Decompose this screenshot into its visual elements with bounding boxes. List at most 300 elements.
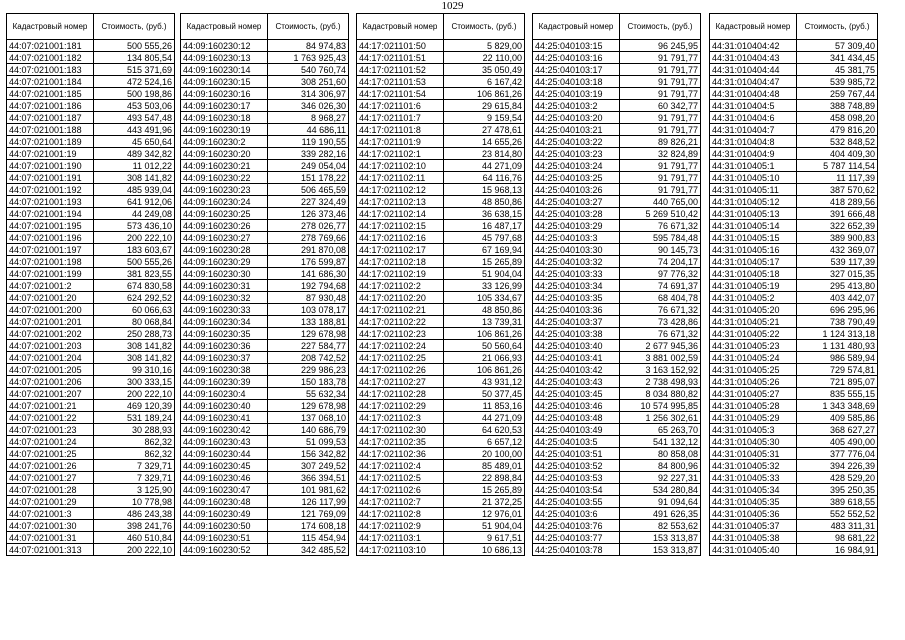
cost-cell: 92 227,31 <box>620 472 701 484</box>
cadastral-number-cell: 44:17:021102:22 <box>357 316 444 328</box>
cadastral-number-cell: 44:07:021001:203 <box>7 340 94 352</box>
cadastral-number-cell: 44:17:021101:9 <box>357 136 444 148</box>
cadastral-number-cell: 44:09:160230:50 <box>181 520 268 532</box>
table-row <box>533 160 701 172</box>
cadastral-number-cell: 44:09:160230:13 <box>181 52 268 64</box>
table-row <box>533 220 701 232</box>
cadastral-number-cell: 44:17:021102:35 <box>357 436 444 448</box>
cost-cell: 64 116,76 <box>444 172 525 184</box>
table-row <box>357 172 525 184</box>
cost-cell: 3 125,90 <box>94 484 175 496</box>
cost-cell: 133 188,81 <box>268 316 349 328</box>
table-row <box>710 448 878 460</box>
cadastral-number-cell: 44:07:021001:190 <box>7 160 94 172</box>
cost-cell: 60 066,63 <box>94 304 175 316</box>
cost-cell: 156 342,82 <box>268 448 349 460</box>
cadastral-number-cell: 44:09:160230:2 <box>181 136 268 148</box>
cadastral-number-cell: 44:25:040103:26 <box>533 184 620 196</box>
cadastral-number-cell: 44:07:021001:200 <box>7 304 94 316</box>
cadastral-number-cell: 44:25:040103:78 <box>533 544 620 556</box>
cadastral-number-cell: 44:31:010404:47 <box>710 76 797 88</box>
cost-cell: 308 141,82 <box>94 340 175 352</box>
cadastral-number-cell: 44:25:040103:22 <box>533 136 620 148</box>
cadastral-number-cell: 44:09:160230:21 <box>181 160 268 172</box>
cost-cell: 74 691,37 <box>620 280 701 292</box>
table-row <box>533 484 701 496</box>
cadastral-number-cell: 44:09:160230:46 <box>181 472 268 484</box>
cost-cell: 11 853,16 <box>444 400 525 412</box>
cadastral-number-cell: 44:17:021101:51 <box>357 52 444 64</box>
cadastral-number-cell: 44:25:040103:20 <box>533 112 620 124</box>
table-row <box>7 436 175 448</box>
table-row <box>181 136 349 148</box>
table-row <box>7 184 175 196</box>
cost-cell: 27 478,61 <box>444 124 525 136</box>
table-row <box>710 352 878 364</box>
table-row <box>7 340 175 352</box>
cost-cell: 738 790,49 <box>797 316 878 328</box>
cadastral-table-3 <box>356 13 525 556</box>
cadastral-number-cell: 44:25:040103:18 <box>533 76 620 88</box>
cadastral-number-cell: 44:31:010405:1 <box>710 160 797 172</box>
cadastral-number-cell: 44:17:021102:17 <box>357 244 444 256</box>
table-row <box>181 484 349 496</box>
header-cadastral-number: Кадастровый номер <box>357 14 444 40</box>
table-row <box>533 88 701 100</box>
table-row <box>533 460 701 472</box>
cost-cell: 469 120,39 <box>94 400 175 412</box>
cost-cell: 105 334,67 <box>444 292 525 304</box>
table-row <box>357 280 525 292</box>
cadastral-number-cell: 44:07:021001:189 <box>7 136 94 148</box>
table-row <box>357 244 525 256</box>
cost-cell: 696 295,96 <box>797 304 878 316</box>
table-row <box>710 268 878 280</box>
table-row <box>7 364 175 376</box>
table-row <box>357 376 525 388</box>
cadastral-number-cell: 44:09:160230:20 <box>181 148 268 160</box>
cost-cell: 835 555,15 <box>797 388 878 400</box>
cost-cell: 15 968,13 <box>444 184 525 196</box>
cadastral-number-cell: 44:07:021001:2 <box>7 280 94 292</box>
table-row <box>181 544 349 556</box>
table-row <box>710 256 878 268</box>
table-row <box>533 544 701 556</box>
cost-cell: 479 816,20 <box>797 124 878 136</box>
cadastral-number-cell: 44:31:010405:25 <box>710 364 797 376</box>
table-row <box>710 124 878 136</box>
table-row <box>181 412 349 424</box>
cost-cell: 541 132,12 <box>620 436 701 448</box>
table-row <box>533 280 701 292</box>
table-row <box>181 268 349 280</box>
cadastral-number-cell: 44:07:021001:205 <box>7 364 94 376</box>
cadastral-number-cell: 44:17:021102:12 <box>357 184 444 196</box>
cadastral-number-cell: 44:07:021001:26 <box>7 460 94 472</box>
cost-cell: 394 226,39 <box>797 460 878 472</box>
cadastral-number-cell: 44:07:021001:313 <box>7 544 94 556</box>
cadastral-number-cell: 44:31:010405:22 <box>710 328 797 340</box>
cost-cell: 90 145,73 <box>620 244 701 256</box>
cadastral-number-cell: 44:07:021001:184 <box>7 76 94 88</box>
table-row <box>181 352 349 364</box>
table-row <box>357 148 525 160</box>
cadastral-number-cell: 44:17:021102:28 <box>357 388 444 400</box>
header-cost: Стоимость, (руб.) <box>620 14 701 40</box>
cadastral-number-cell: 44:25:040103:27 <box>533 196 620 208</box>
cost-cell: 174 608,18 <box>268 520 349 532</box>
cadastral-number-cell: 44:17:021102:19 <box>357 268 444 280</box>
table-row <box>181 448 349 460</box>
cadastral-number-cell: 44:17:021102:2 <box>357 280 444 292</box>
cadastral-number-cell: 44:17:021102:7 <box>357 496 444 508</box>
table-row <box>181 172 349 184</box>
cadastral-number-cell: 44:25:040103:15 <box>533 40 620 52</box>
cadastral-number-cell: 44:31:010405:28 <box>710 400 797 412</box>
cadastral-number-cell: 44:17:021102:9 <box>357 520 444 532</box>
cadastral-number-cell: 44:09:160230:47 <box>181 484 268 496</box>
cadastral-number-cell: 44:31:010405:16 <box>710 244 797 256</box>
table-row <box>7 388 175 400</box>
table-row <box>181 256 349 268</box>
table-row <box>533 172 701 184</box>
table-row <box>7 148 175 160</box>
table-row <box>710 220 878 232</box>
cost-cell: 84 974,83 <box>268 40 349 52</box>
cadastral-number-cell: 44:17:021102:25 <box>357 352 444 364</box>
table-row <box>357 196 525 208</box>
cadastral-number-cell: 44:07:021001:195 <box>7 220 94 232</box>
cadastral-number-cell: 44:31:010404:7 <box>710 124 797 136</box>
cost-cell: 192 794,68 <box>268 280 349 292</box>
cost-cell: 291 870,08 <box>268 244 349 256</box>
table-row <box>710 340 878 352</box>
cost-cell: 515 371,69 <box>94 64 175 76</box>
cadastral-number-cell: 44:09:160230:31 <box>181 280 268 292</box>
cadastral-number-cell: 44:31:010404:48 <box>710 88 797 100</box>
table-row <box>533 412 701 424</box>
table-row <box>181 100 349 112</box>
table-row <box>533 244 701 256</box>
cadastral-number-cell: 44:09:160230:35 <box>181 328 268 340</box>
cadastral-number-cell: 44:07:021001:23 <box>7 424 94 436</box>
cost-cell: 539 117,39 <box>797 256 878 268</box>
header-cadastral-number: Кадастровый номер <box>533 14 620 40</box>
table-row <box>533 100 701 112</box>
cost-cell: 76 671,32 <box>620 304 701 316</box>
cost-cell: 121 769,09 <box>268 508 349 520</box>
cost-cell: 5 269 510,42 <box>620 208 701 220</box>
cost-cell: 721 895,07 <box>797 376 878 388</box>
cadastral-number-cell: 44:25:040103:25 <box>533 172 620 184</box>
cost-cell: 200 222,10 <box>94 544 175 556</box>
cost-cell: 388 748,89 <box>797 100 878 112</box>
cost-cell: 500 555,26 <box>94 256 175 268</box>
cost-cell: 22 898,84 <box>444 472 525 484</box>
table-row <box>181 460 349 472</box>
table-row <box>357 220 525 232</box>
table-row <box>181 208 349 220</box>
cost-cell: 141 686,30 <box>268 268 349 280</box>
table-row <box>710 436 878 448</box>
cadastral-number-cell: 44:09:160230:49 <box>181 508 268 520</box>
cadastral-number-cell: 44:17:021102:11 <box>357 172 444 184</box>
cost-cell: 1 131 480,93 <box>797 340 878 352</box>
cost-cell: 129 678,98 <box>268 400 349 412</box>
table-row <box>7 328 175 340</box>
cadastral-number-cell: 44:09:160230:45 <box>181 460 268 472</box>
table-row <box>181 304 349 316</box>
cost-cell: 30 288,93 <box>94 424 175 436</box>
cost-cell: 150 183,78 <box>268 376 349 388</box>
cost-cell: 91 791,77 <box>620 88 701 100</box>
cadastral-number-cell: 44:31:010405:38 <box>710 532 797 544</box>
cadastral-number-cell: 44:31:010405:12 <box>710 196 797 208</box>
cadastral-number-cell: 44:31:010405:32 <box>710 460 797 472</box>
cadastral-number-cell: 44:31:010405:33 <box>710 472 797 484</box>
cadastral-number-cell: 44:31:010405:15 <box>710 232 797 244</box>
table-row <box>357 352 525 364</box>
cadastral-number-cell: 44:09:160230:19 <box>181 124 268 136</box>
header-cost: Стоимость, (руб.) <box>268 14 349 40</box>
cost-cell: 208 742,52 <box>268 352 349 364</box>
cost-cell: 16 487,17 <box>444 220 525 232</box>
table-row <box>710 172 878 184</box>
cadastral-number-cell: 44:25:040103:40 <box>533 340 620 352</box>
table-row <box>181 184 349 196</box>
cadastral-number-cell: 44:31:010405:19 <box>710 280 797 292</box>
cost-cell: 97 776,32 <box>620 268 701 280</box>
cost-cell: 278 026,77 <box>268 220 349 232</box>
table-row <box>357 472 525 484</box>
cadastral-number-cell: 44:31:010404:8 <box>710 136 797 148</box>
cadastral-number-cell: 44:07:021001:204 <box>7 352 94 364</box>
cadastral-number-cell: 44:07:021001:198 <box>7 256 94 268</box>
cost-cell: 460 510,84 <box>94 532 175 544</box>
cost-cell: 5 829,00 <box>444 40 525 52</box>
cost-cell: 5 787 114,54 <box>797 160 878 172</box>
cadastral-number-cell: 44:07:021001:206 <box>7 376 94 388</box>
cadastral-number-cell: 44:25:040103:38 <box>533 328 620 340</box>
table-row <box>357 64 525 76</box>
cost-cell: 74 204,17 <box>620 256 701 268</box>
cost-cell: 153 313,87 <box>620 544 701 556</box>
cadastral-number-cell: 44:07:021001:20 <box>7 292 94 304</box>
cadastral-number-cell: 44:17:021101:6 <box>357 100 444 112</box>
cost-cell: 22 110,00 <box>444 52 525 64</box>
cadastral-number-cell: 44:07:021001:207 <box>7 388 94 400</box>
cost-cell: 55 632,34 <box>268 388 349 400</box>
table-row <box>533 232 701 244</box>
cost-cell: 51 099,53 <box>268 436 349 448</box>
table-row <box>710 88 878 100</box>
table-row <box>357 340 525 352</box>
cadastral-number-cell: 44:17:021102:23 <box>357 328 444 340</box>
cost-cell: 44 271,09 <box>444 412 525 424</box>
cadastral-number-cell: 44:17:021102:4 <box>357 460 444 472</box>
cadastral-number-cell: 44:31:010405:27 <box>710 388 797 400</box>
cost-cell: 84 800,96 <box>620 460 701 472</box>
table-row <box>181 148 349 160</box>
cost-cell: 50 377,45 <box>444 388 525 400</box>
table-row <box>533 40 701 52</box>
table-row <box>181 340 349 352</box>
cadastral-number-cell: 44:25:040103:42 <box>533 364 620 376</box>
table-row <box>357 424 525 436</box>
table-row <box>181 52 349 64</box>
cadastral-number-cell: 44:31:010405:11 <box>710 184 797 196</box>
cadastral-number-cell: 44:07:021001:196 <box>7 232 94 244</box>
cadastral-number-cell: 44:07:021001:25 <box>7 448 94 460</box>
cadastral-number-cell: 44:31:010404:6 <box>710 112 797 124</box>
table-row <box>7 280 175 292</box>
cost-cell: 404 409,30 <box>797 148 878 160</box>
cadastral-number-cell: 44:07:021001:202 <box>7 328 94 340</box>
table-row <box>533 376 701 388</box>
cost-cell: 458 098,20 <box>797 112 878 124</box>
table-row <box>7 244 175 256</box>
table-row <box>181 424 349 436</box>
table-row <box>710 364 878 376</box>
cadastral-number-cell: 44:25:040103:36 <box>533 304 620 316</box>
table-row <box>7 424 175 436</box>
cadastral-number-cell: 44:25:040103:52 <box>533 460 620 472</box>
table-row <box>710 280 878 292</box>
cost-cell: 89 826,21 <box>620 136 701 148</box>
cadastral-number-cell: 44:25:040103:46 <box>533 400 620 412</box>
cost-cell: 506 465,59 <box>268 184 349 196</box>
cost-cell: 259 767,44 <box>797 88 878 100</box>
cadastral-number-cell: 44:25:040103:17 <box>533 64 620 76</box>
header-cadastral-number: Кадастровый номер <box>7 14 94 40</box>
table-row <box>357 100 525 112</box>
table-row <box>7 136 175 148</box>
cost-cell: 16 984,91 <box>797 544 878 556</box>
cadastral-number-cell: 44:31:010405:2 <box>710 292 797 304</box>
table-row <box>357 364 525 376</box>
table-row <box>181 508 349 520</box>
cost-cell: 21 372,25 <box>444 496 525 508</box>
table-row <box>357 448 525 460</box>
table-row <box>533 196 701 208</box>
cadastral-number-cell: 44:31:010405:29 <box>710 412 797 424</box>
cadastral-number-cell: 44:25:040103:24 <box>533 160 620 172</box>
cost-cell: 342 485,52 <box>268 544 349 556</box>
cadastral-number-cell: 44:17:021102:36 <box>357 448 444 460</box>
table-row <box>181 232 349 244</box>
header-cadastral-number: Кадастровый номер <box>181 14 268 40</box>
table-row <box>533 76 701 88</box>
table-row <box>181 64 349 76</box>
cadastral-number-cell: 44:31:010405:17 <box>710 256 797 268</box>
table-row <box>357 304 525 316</box>
cost-cell: 377 776,04 <box>797 448 878 460</box>
table-row <box>181 316 349 328</box>
table-row <box>533 472 701 484</box>
table-row <box>357 112 525 124</box>
table-row <box>710 388 878 400</box>
table-row <box>710 532 878 544</box>
cost-cell: 91 791,77 <box>620 52 701 64</box>
table-row <box>710 520 878 532</box>
cost-cell: 389 618,55 <box>797 496 878 508</box>
cost-cell: 32 824,89 <box>620 148 701 160</box>
cadastral-number-cell: 44:09:160230:39 <box>181 376 268 388</box>
cadastral-number-cell: 44:07:021001:30 <box>7 520 94 532</box>
table-row <box>357 400 525 412</box>
cost-cell: 381 823,55 <box>94 268 175 280</box>
cost-cell: 641 912,06 <box>94 196 175 208</box>
cost-cell: 552 552,52 <box>797 508 878 520</box>
cadastral-number-cell: 44:09:160230:15 <box>181 76 268 88</box>
header-cost: Стоимость, (руб.) <box>444 14 525 40</box>
cost-cell: 115 454,94 <box>268 532 349 544</box>
cadastral-number-cell: 44:09:160230:27 <box>181 232 268 244</box>
cadastral-number-cell: 44:25:040103:48 <box>533 412 620 424</box>
table-row <box>533 496 701 508</box>
table-row <box>181 112 349 124</box>
cadastral-number-cell: 44:09:160230:38 <box>181 364 268 376</box>
cost-cell: 9 159,54 <box>444 112 525 124</box>
cadastral-number-cell: 44:31:010405:13 <box>710 208 797 220</box>
cost-cell: 91 791,77 <box>620 172 701 184</box>
table-row <box>7 172 175 184</box>
table-row <box>357 124 525 136</box>
cadastral-number-cell: 44:09:160230:30 <box>181 268 268 280</box>
cadastral-number-cell: 44:09:160230:41 <box>181 412 268 424</box>
cadastral-number-cell: 44:07:021001:186 <box>7 100 94 112</box>
table-row <box>710 136 878 148</box>
cadastral-number-cell: 44:09:160230:25 <box>181 208 268 220</box>
cost-cell: 57 309,40 <box>797 40 878 52</box>
cadastral-number-cell: 44:17:021102:29 <box>357 400 444 412</box>
cadastral-table-5 <box>709 13 878 556</box>
table-row <box>533 148 701 160</box>
page-number: 1029 <box>441 0 464 12</box>
cost-cell: 368 627,27 <box>797 424 878 436</box>
cadastral-number-cell: 44:17:021102:10 <box>357 160 444 172</box>
cost-cell: 534 280,84 <box>620 484 701 496</box>
cost-cell: 82 553,62 <box>620 520 701 532</box>
table-row <box>181 472 349 484</box>
table-row <box>7 268 175 280</box>
table-row <box>357 412 525 424</box>
cost-cell: 85 489,01 <box>444 460 525 472</box>
table-row <box>181 124 349 136</box>
table-row <box>357 388 525 400</box>
cost-cell: 300 333,15 <box>94 376 175 388</box>
cost-cell: 227 584,77 <box>268 340 349 352</box>
cost-cell: 278 769,66 <box>268 232 349 244</box>
cost-cell: 308 251,60 <box>268 76 349 88</box>
table-row <box>533 316 701 328</box>
cost-cell: 64 620,53 <box>444 424 525 436</box>
table-row <box>181 244 349 256</box>
table-row <box>357 484 525 496</box>
cadastral-number-cell: 44:07:021001:193 <box>7 196 94 208</box>
cost-cell: 339 282,16 <box>268 148 349 160</box>
cadastral-number-cell: 44:31:010405:35 <box>710 496 797 508</box>
table-row <box>533 364 701 376</box>
cost-cell: 151 178,22 <box>268 172 349 184</box>
cost-cell: 91 791,77 <box>620 184 701 196</box>
table-row <box>710 76 878 88</box>
cadastral-number-cell: 44:07:021001:21 <box>7 400 94 412</box>
cost-cell: 126 373,46 <box>268 208 349 220</box>
cost-cell: 91 791,77 <box>620 112 701 124</box>
cost-cell: 314 306,97 <box>268 88 349 100</box>
cost-cell: 51 904,04 <box>444 268 525 280</box>
